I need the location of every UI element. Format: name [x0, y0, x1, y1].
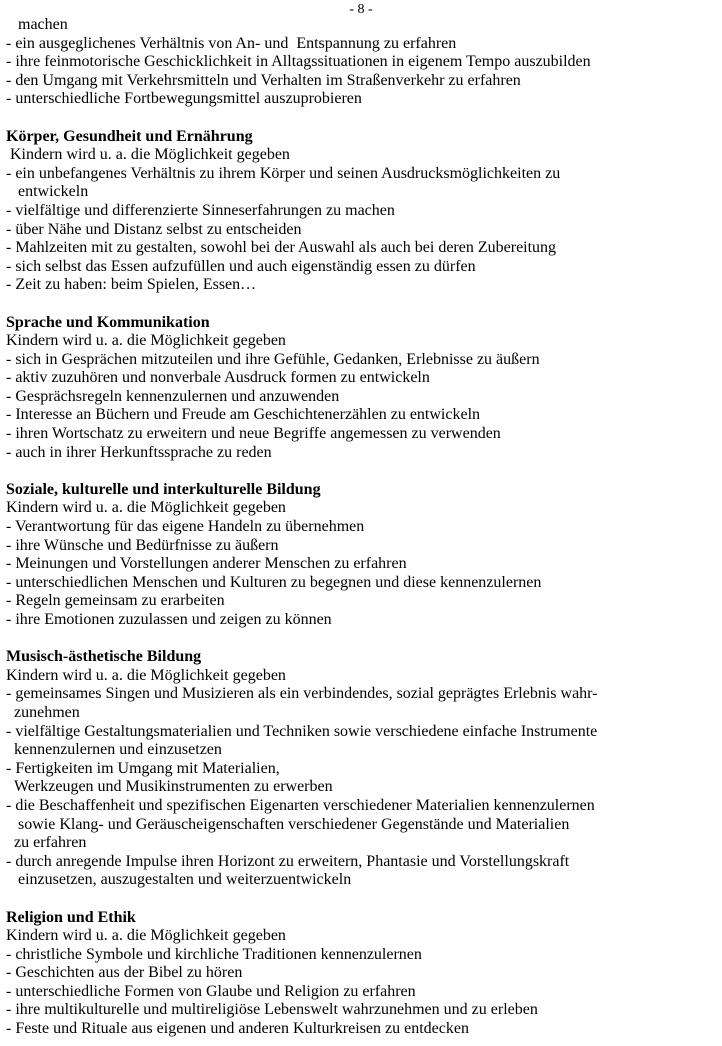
list-item: - sich in Gesprächen mitzuteilen und ihre Gefühle, Gedanken, Erlebnisse zu äußern — [6, 350, 540, 368]
list-item: Werkzeugen und Musikinstrumenten zu erwerben — [14, 778, 333, 796]
list-item: - Feste und Rituale aus eigenen und anderen Kulturkreisen zu entdecken — [6, 1020, 469, 1038]
list-item: - unterschiedliche Formen von Glaube und Religion zu erfahren — [6, 982, 416, 1000]
section-heading: Religion und Ethik — [6, 908, 136, 926]
list-item: sowie Klang- und Geräuscheigenschaften verschiedener Gegenstände und Materialien — [18, 815, 570, 833]
section-spacer — [6, 295, 718, 314]
section-intro: Kindern wird u. a. die Möglichkeit gegeben — [6, 146, 290, 164]
section-intro: Kindern wird u. a. die Möglichkeit gegeben — [6, 499, 286, 517]
list-item: - christliche Symbole und kirchliche Traditionen kennenzulernen — [6, 945, 422, 963]
list-item: - die Beschaffenheit und spezifischen Eigenarten verschiedener Materialien kennenzulernen — [6, 796, 595, 814]
list-item: - durch anregende Impulse ihren Horizont zu erweitern, Phantasie und Vorstellungskraft — [6, 852, 570, 870]
section-intro: Kindern wird u. a. die Möglichkeit gegeben — [6, 927, 286, 945]
list-item: - Fertigkeiten im Umgang mit Materialien, — [6, 759, 280, 777]
section — [6, 481, 718, 630]
list-item: - Mahlzeiten mit zu gestalten, sowohl bei der Auswahl als auch bei deren Zubereitung — [6, 239, 557, 257]
section-heading: Soziale, kulturelle und interkulturelle Bildung — [6, 480, 321, 498]
section — [6, 648, 718, 890]
list-item: - gemeinsames Singen und Musizieren als ein verbindendes, sozial geprägtes Erlebnis wahr- — [6, 685, 598, 703]
list-item: - Verantwortung für das eigene Handeln zu übernehmen — [6, 518, 365, 536]
section-spacer — [6, 630, 718, 649]
list-item: - unterschiedlichen Menschen und Kulturen zu begegnen und diese kennenzulernen — [6, 573, 542, 591]
list-item: - ihre feinmotorische Geschicklichkeit in Alltagssituationen in eigenem Tempo auszubilden — [6, 53, 591, 71]
section-intro: Kindern wird u. a. die Möglichkeit gegeben — [6, 666, 286, 684]
list-item: - Zeit zu haben: beim Spielen, Essen… — [6, 276, 257, 294]
list-item: zunehmen — [14, 703, 80, 721]
document-body — [6, 16, 718, 1039]
list-item: einzusetzen, auszugestalten und weiterzuentwickeln — [18, 871, 352, 889]
list-item: - vielfältige Gestaltungsmaterialien und Techniken sowie verschiedene einfache Instrumente — [6, 722, 598, 740]
section-spacer — [6, 890, 718, 909]
section-heading: Körper, Gesundheit und Ernährung — [6, 127, 253, 145]
list-item: - Regeln gemeinsam zu erarbeiten — [6, 592, 225, 610]
list-item: - ihre Wünsche und Bedürfnisse zu äußern — [6, 536, 279, 554]
list-item: - aktiv zuzuhören und nonverbale Ausdruck formen zu entwickeln — [6, 369, 430, 387]
list-item: - Geschichten aus der Bibel zu hören — [6, 964, 243, 982]
list-item: - auch in ihrer Herkunftssprache zu reden — [6, 443, 272, 461]
list-item: machen — [18, 16, 68, 33]
list-item: - den Umgang mit Verkehrsmitteln und Verhalten im Straßenverkehr zu erfahren — [6, 71, 521, 89]
list-item: - vielfältige und differenzierte Sinneserfahrungen zu machen — [6, 201, 395, 219]
list-item: - Gesprächsregeln kennenzulernen und anzuwenden — [6, 387, 340, 405]
list-item: - ihre multikulturelle und multireligiöse Lebenswelt wahrzunehmen und zu erleben — [6, 1001, 538, 1019]
section-intro: Kindern wird u. a. die Möglichkeit gegeben — [6, 332, 286, 350]
list-item: - ein unbefangenes Verhältnis zu ihrem Körper und seinen Ausdrucksmöglichkeiten zu — [6, 164, 561, 182]
list-item: zu erfahren — [14, 834, 87, 852]
list-item: - ihre Emotionen zuzulassen und zeigen zu können — [6, 611, 332, 628]
section-spacer — [6, 462, 718, 481]
list-item: entwickeln — [18, 183, 89, 201]
section — [6, 314, 718, 463]
list-item: kennenzulernen und einzusetzen — [14, 741, 222, 759]
section-heading: Musisch-ästhetische Bildung — [6, 648, 202, 666]
section-heading: Sprache und Kommunikation — [6, 313, 210, 331]
list-item: - ein ausgeglichenes Verhältnis von An- und Entspannung zu erfahren — [6, 34, 457, 52]
page-number: - 8 - — [349, 2, 373, 17]
list-item: - Interesse an Büchern und Freude am Geschichtenerzählen zu entwickeln — [6, 406, 481, 424]
list-item: - unterschiedliche Fortbewegungsmittel auszuprobieren — [6, 90, 362, 108]
section — [6, 128, 718, 295]
list-item: - Meinungen und Vorstellungen anderer Menschen zu erfahren — [6, 555, 407, 573]
section — [6, 909, 718, 1039]
section-spacer — [6, 109, 718, 128]
list-item: - sich selbst das Essen aufzufüllen und auch eigenständig essen zu dürfen — [6, 257, 476, 275]
list-item: - ihren Wortschatz zu erweitern und neue Begriffe angemessen zu verwenden — [6, 425, 501, 443]
list-item: - über Nähe und Distanz selbst zu entscheiden — [6, 220, 302, 238]
